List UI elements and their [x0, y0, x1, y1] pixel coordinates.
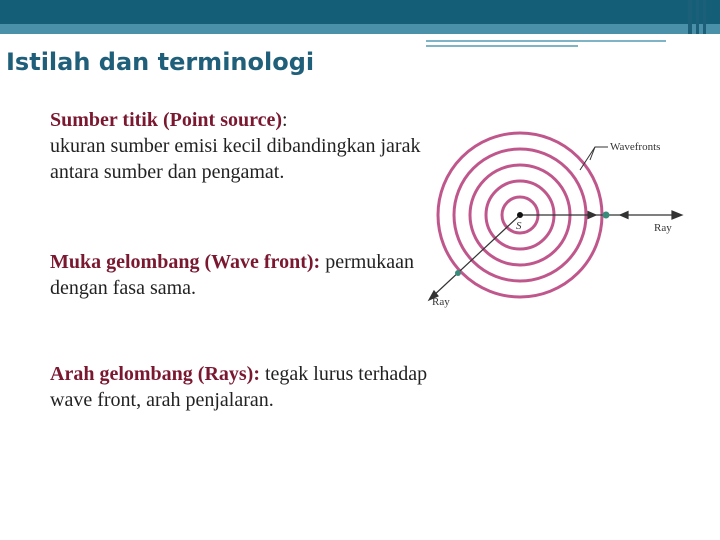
ray-right-label: Ray	[654, 222, 672, 234]
ray-node	[455, 270, 461, 276]
wavefronts-pointer	[580, 147, 608, 170]
header-stripe	[688, 0, 692, 34]
source-point	[517, 212, 523, 218]
ray-arrow-mid-icon	[588, 212, 596, 219]
rays-text: tegak lurus terhadap wave front, arah penjalaran.	[50, 363, 428, 411]
ray-left-label: Ray	[432, 296, 450, 308]
ray-arrow-right-icon	[672, 211, 682, 219]
header-bar	[0, 0, 720, 24]
wave-front-term: Muka gelombang (Wave front):	[50, 251, 321, 273]
point-source-text: ukuran sumber emisi kecil dibandingkan jarak antara sumber dan pengamat.	[50, 135, 421, 183]
point-source-item	[50, 107, 430, 185]
wavefronts-label: Wavefronts	[610, 141, 661, 153]
page-title: Istilah dan terminologi	[6, 48, 315, 76]
point-source-separator: :	[282, 109, 288, 131]
ray-arrow-mid-icon	[620, 212, 628, 219]
header-stripe	[703, 0, 706, 34]
rays-item	[50, 361, 430, 413]
header-divider	[426, 40, 666, 42]
rays-term: Arah gelombang (Rays):	[50, 363, 260, 385]
ray-node	[603, 212, 610, 219]
wave-front-text: permukaan dengan fasa sama.	[50, 251, 415, 299]
source-label: S	[516, 220, 522, 232]
point-source-term: Sumber titik (Point source)	[50, 109, 283, 131]
ray-left	[429, 215, 520, 300]
wavefront-diagram	[420, 125, 685, 315]
wave-front-item	[50, 249, 430, 301]
header-stripe	[696, 0, 699, 34]
header-divider	[426, 45, 578, 47]
header-strip	[0, 24, 720, 34]
